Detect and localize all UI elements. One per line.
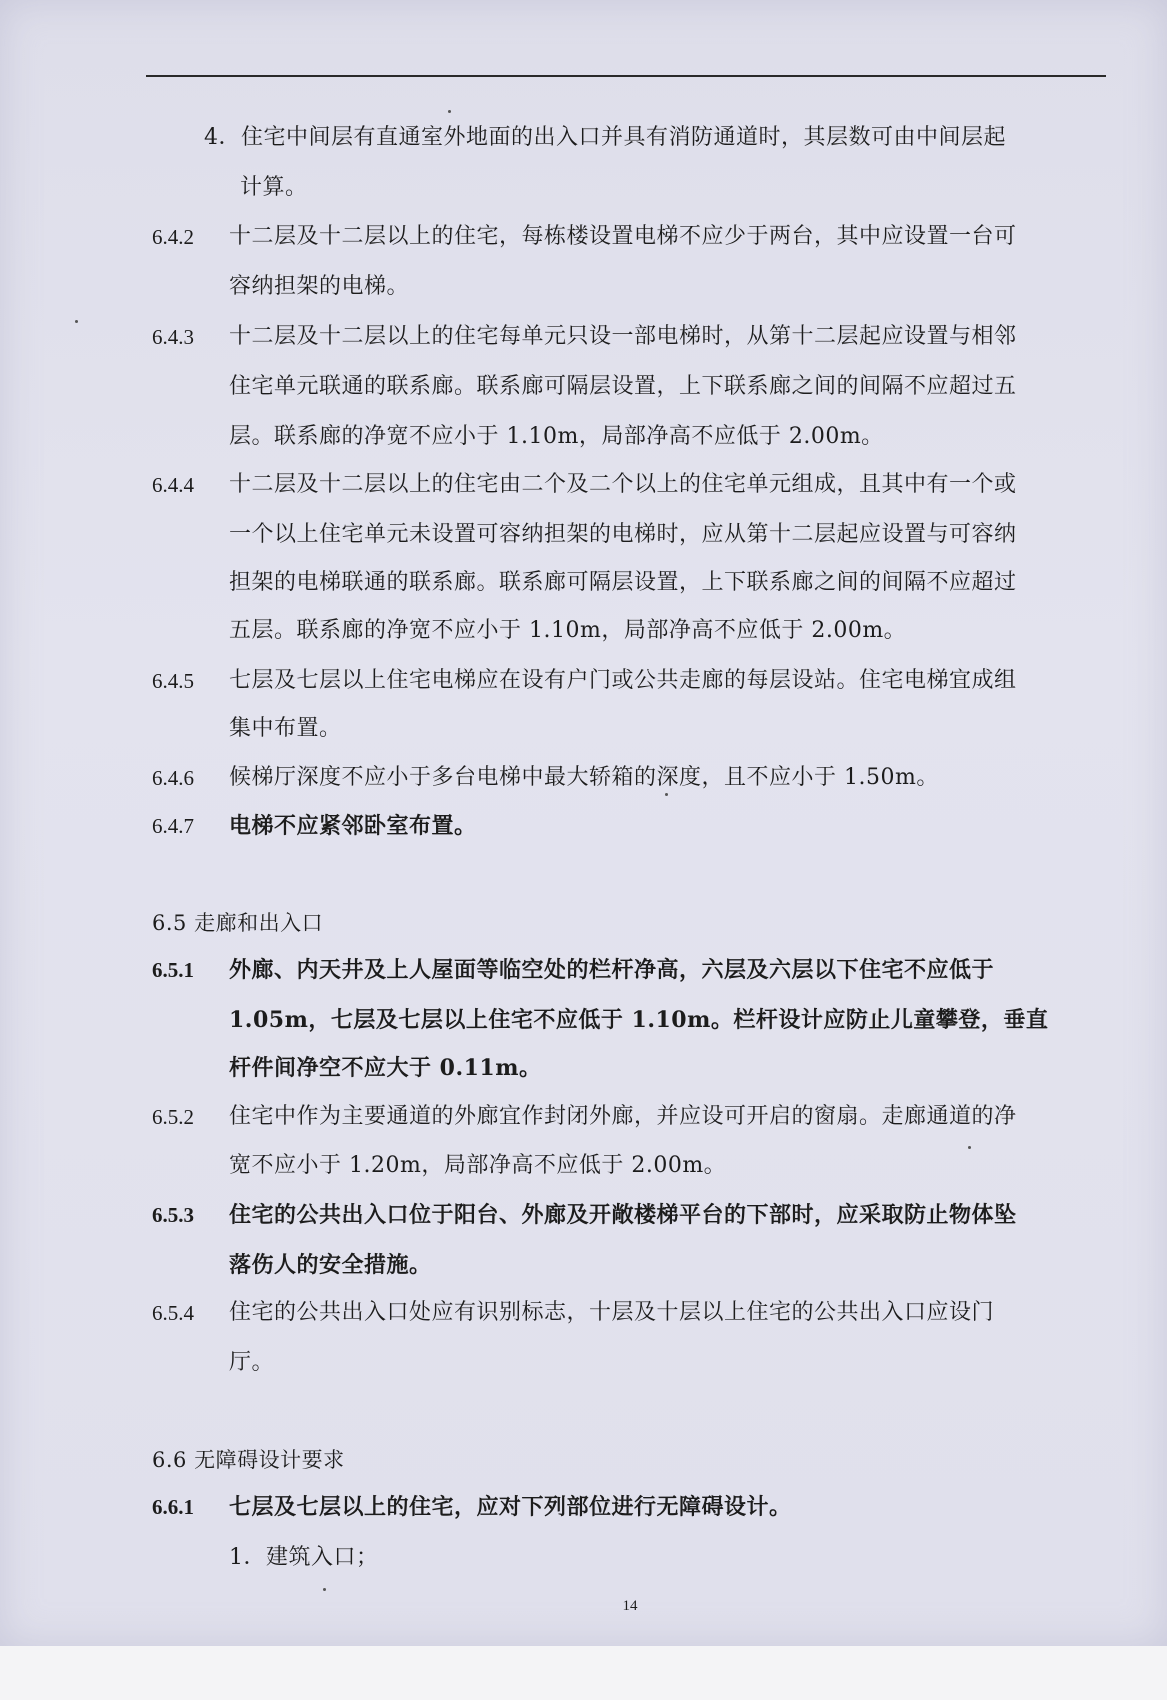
- section-heading: 6.6 无障碍设计要求: [152, 1448, 345, 1472]
- clause-number: 6.4.2: [152, 225, 194, 249]
- text-line: 1.05m，七层及七层以上住宅不应低于 1.10m。栏杆设计应防止儿童攀登，垂直: [229, 1007, 1049, 1033]
- clause-number: 6.5.2: [152, 1105, 194, 1129]
- text-line: 十二层及十二层以上的住宅，每栋楼设置电梯不应少于两台，其中应设置一台可: [229, 224, 1017, 249]
- text-line: 担架的电梯联通的联系廊。联系廊可隔层设置，上下联系廊之间的间隔不应超过: [229, 570, 1017, 595]
- scan-speck: [75, 320, 78, 323]
- text-line: 计算。: [240, 175, 308, 200]
- text-line: 住宅的公共出入口位于阳台、外廊及开敞楼梯平台的下部时，应采取防止物体坠: [229, 1202, 1017, 1228]
- text-line: 杆件间净空不应大于 0.11m。: [229, 1055, 542, 1081]
- header-rule: [146, 75, 1106, 77]
- text-line: 一个以上住宅单元未设置可容纳担架的电梯时，应从第十二层起应设置与可容纳: [229, 522, 1017, 547]
- text-line: 层。联系廊的净宽不应小于 1.10m，局部净高不应低于 2.00m。: [229, 424, 884, 449]
- clause-number: 6.5.3: [152, 1203, 194, 1227]
- text-line: 十二层及十二层以上的住宅每单元只设一部电梯时，从第十二层起应设置与相邻: [229, 324, 1017, 349]
- text-line: 七层及七层以上的住宅，应对下列部位进行无障碍设计。: [229, 1494, 792, 1520]
- clause-number: 6.6.1: [152, 1495, 194, 1519]
- scan-speck: [665, 793, 668, 796]
- text-line: 外廊、内天井及上人屋面等临空处的栏杆净高，六层及六层以下住宅不应低于: [229, 957, 995, 983]
- clause-number: 6.4.3: [152, 325, 194, 349]
- text-line: 七层及七层以上住宅电梯应在设有户门或公共走廊的每层设站。住宅电梯宜成组: [229, 668, 1017, 693]
- page-number: 14: [622, 1598, 638, 1614]
- text-line: 十二层及十二层以上的住宅由二个及二个以上的住宅单元组成，且其中有一个或: [229, 472, 1017, 497]
- text-line: 1．建筑入口；: [229, 1545, 379, 1570]
- text-line: 宽不应小于 1.20m，局部净高不应低于 2.00m。: [229, 1153, 727, 1178]
- clause-number: 6.4.7: [152, 814, 194, 838]
- text-line: 候梯厅深度不应小于多台电梯中最大轿箱的深度，且不应小于 1.50m。: [229, 765, 939, 790]
- clause-number: 6.4.4: [152, 473, 194, 497]
- text-line: 五层。联系廊的净宽不应小于 1.10m，局部净高不应低于 2.00m。: [229, 618, 907, 643]
- scan-speck: [323, 1588, 326, 1591]
- clause-number: 6.5.1: [152, 958, 194, 982]
- text-line: 电梯不应紧邻卧室布置。: [229, 813, 477, 839]
- scan-speck: [448, 110, 451, 113]
- clause-number: 6.4.6: [152, 766, 194, 790]
- text-line: 住宅单元联通的联系廊。联系廊可隔层设置，上下联系廊之间的间隔不应超过五: [229, 374, 1017, 399]
- text-line: 集中布置。: [229, 716, 342, 741]
- text-line: 容纳担架的电梯。: [229, 274, 410, 299]
- text-line: 住宅的公共出入口处应有识别标志，十层及十层以上住宅的公共出入口应设门: [229, 1300, 995, 1325]
- scan-margin: [0, 1646, 1167, 1700]
- scan-speck: [968, 1146, 971, 1149]
- clause-number: 6.4.5: [152, 669, 194, 693]
- section-heading: 6.5 走廊和出入口: [152, 911, 324, 935]
- clause-number: 6.5.4: [152, 1301, 194, 1325]
- text-line: 住宅中作为主要通道的外廊宜作封闭外廊，并应设可开启的窗扇。走廊通道的净: [229, 1104, 1017, 1129]
- text-line: 落伤人的安全措施。: [229, 1252, 432, 1278]
- text-line: 厅。: [229, 1350, 275, 1375]
- text-line: 4．住宅中间层有直通室外地面的出入口并具有消防通道时，其层数可由中间层起: [204, 125, 1006, 150]
